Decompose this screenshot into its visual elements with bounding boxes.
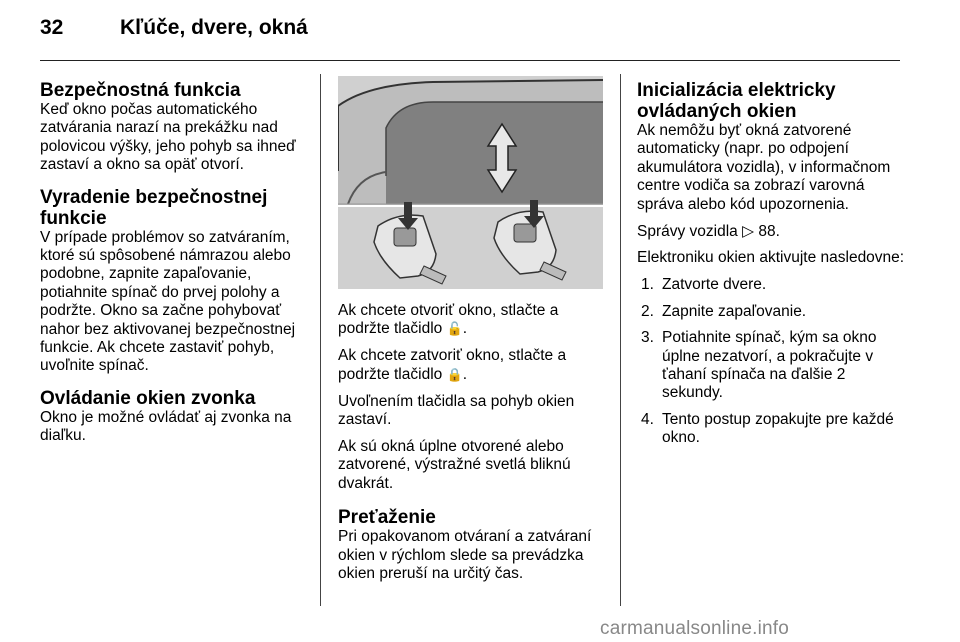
instruction-release-button: Uvoľnením tlačidla sa pohyb okien zastaví. (338, 392, 575, 429)
instruction-hazard-lights: Ak sú okná úplne otvorené alebo zatvorené, výstražné svetlá bliknú dvakrát. (338, 437, 571, 492)
section-title-overload: Preťaženie (338, 507, 436, 529)
vehicle-messages-reference: Správy vozidla ▷ 88. (637, 222, 780, 240)
instruction-close-window: Ak chcete zatvoriť okno, stlačte a podržte tlačidlo 🔒. (338, 347, 567, 383)
section-text-overload: Pri opakovanom otváraní a zatváraní okien v rýchlom slede sa prevádzka okien preruší na určitý čas. (338, 528, 592, 582)
window-key-illustration (338, 76, 603, 289)
unlock-icon: 🔓 (446, 321, 463, 337)
list-item: 4. Tento postup zopakujte pre každé okno. (641, 410, 894, 447)
column-3 (637, 80, 905, 456)
lock-icon: 🔒 (446, 366, 463, 382)
section-text-remote-operation: Okno je možné ovládať aj zvonka na diaľku. (40, 408, 292, 445)
column-2 (338, 302, 606, 595)
page-number: 32 (40, 16, 64, 39)
section-text-safety-function: Keď okno počas automatického zatvárania narazí na prekážku nad polovicou výšky, jeho pohyb sa ihneď zastaví a okno sa opäť otvorí. (40, 101, 296, 174)
page-reference-icon: ▷ (742, 222, 755, 240)
section-title-disable-safety: Vyradenie bezpečnostnej funkcie (40, 186, 268, 229)
column-1 (40, 80, 310, 458)
section-title-safety-function: Bezpečnostná funkcia (40, 80, 241, 101)
instruction-open-window: Ak chcete otvoriť okno, stlačte a podržte tlačidlo 🔓. (338, 302, 559, 338)
watermark: carmanualsonline.info (600, 618, 790, 639)
list-item: 1. Zatvorte dvere. (641, 276, 767, 294)
activation-steps (637, 276, 905, 447)
list-item: 2. Zapnite zapaľovanie. (641, 302, 807, 320)
list-item: 3. Potiahnite spínač, kým sa okno úplne nezatvorí, a pokračujte v ťahaní spínača na ďalšie 2 sekundy. (641, 329, 877, 402)
car-window-illustration (338, 80, 603, 206)
activation-intro: Elektroniku okien aktivujte nasledovne: (637, 249, 905, 267)
section-title-remote-operation: Ovládanie okien zvonka (40, 387, 256, 409)
section-text-disable-safety: V prípade problémov so zatváraním, ktoré sú spôsobené námrazou alebo podobne, zapnite zapaľovanie, potiahnite spínač do prvej polohy a podržte. Okno sa začne pohybovať nahor bez aktivovanej bezpečnostnej funkcie. Ak chcete zastaviť pohyb, uvoľnite spínač. (40, 228, 296, 375)
section-title-initialization: Inicializácia elektricky ovládaných okien (637, 80, 836, 122)
column-divider-2 (620, 74, 621, 606)
column-divider-1 (320, 74, 321, 606)
chapter-title: Kľúče, dvere, okná (120, 16, 308, 39)
header-rule (40, 60, 900, 61)
initialization-intro: Ak nemôžu byť okná zatvorené automaticky (napr. po odpojení akumulátora vozidla), v informačnom centre vodiča sa zobrazí varovná správa alebo kód upozornenia. (637, 122, 891, 213)
